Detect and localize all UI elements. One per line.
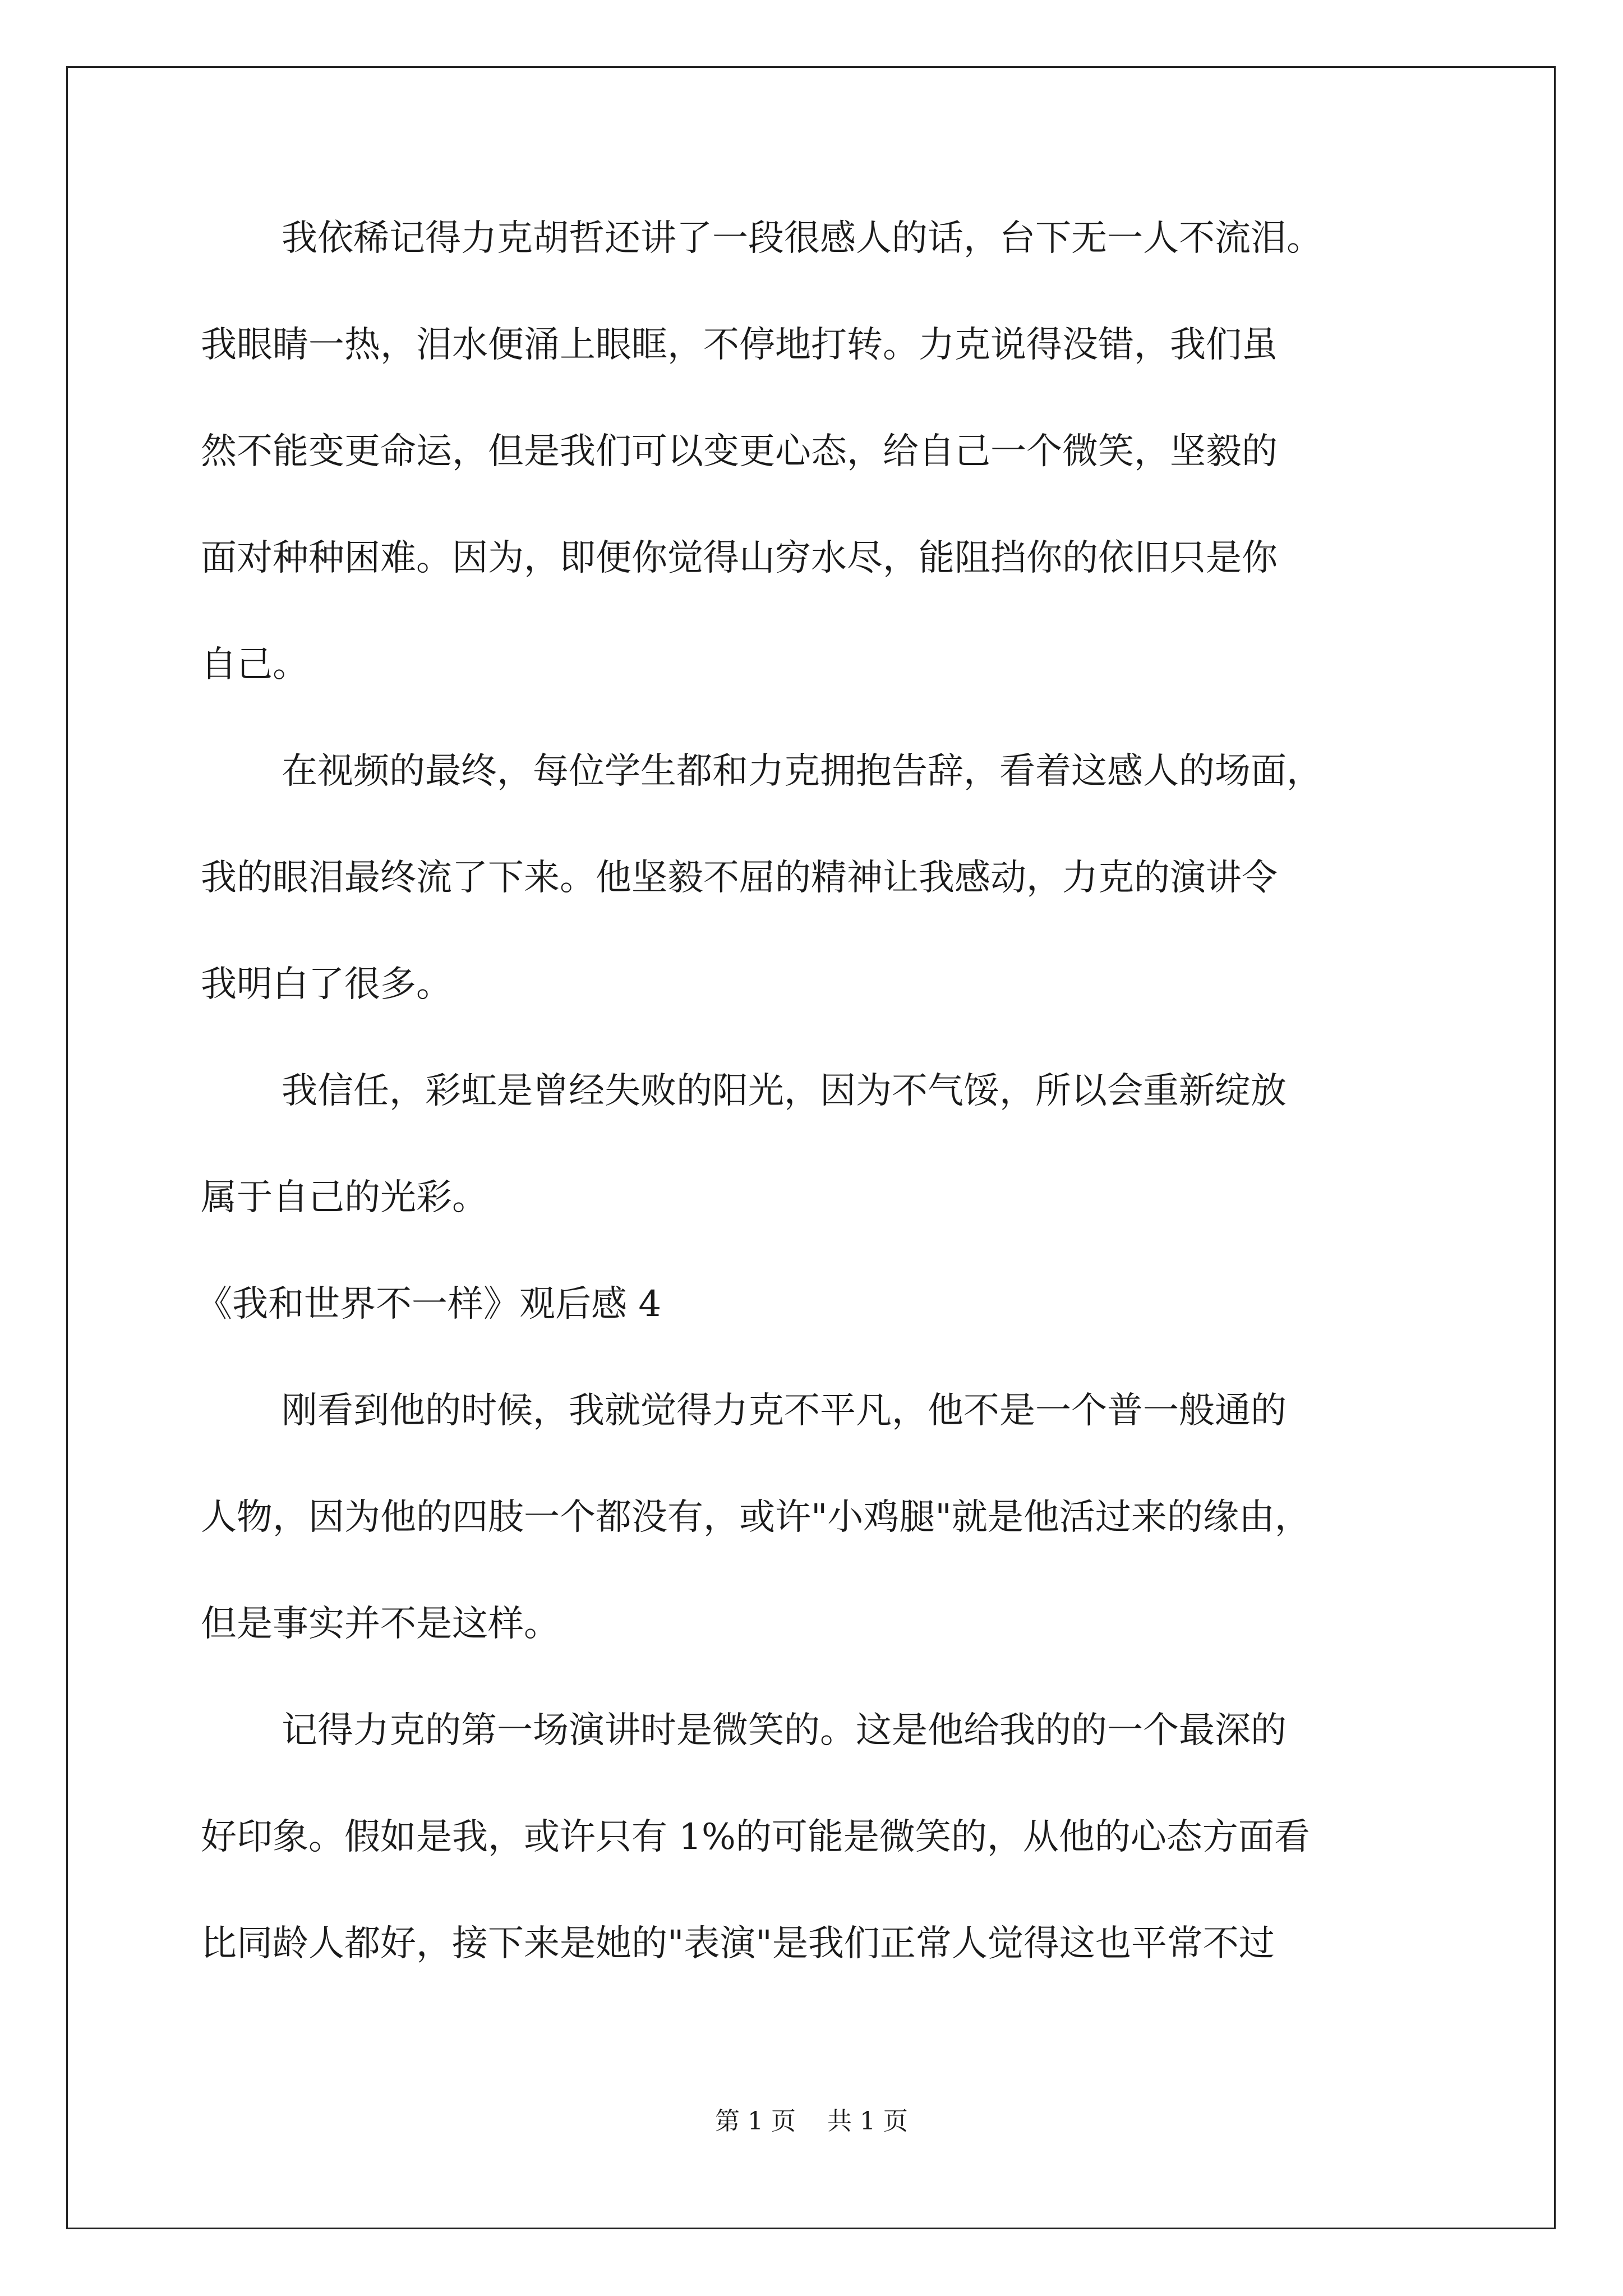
text-line: 我依稀记得力克胡哲还讲了一段很感人的话，台下无一人不流泪。: [282, 218, 1322, 259]
text-line: 然不能变更命运，但是我们可以变更心态，给自己一个微笑，坚毅的: [201, 431, 1278, 472]
paragraph-1: [201, 185, 1435, 718]
paragraph-2: [201, 718, 1435, 1038]
text-line: 我信任，彩虹是曾经失败的阳光，因为不气馁，所以会重新绽放: [282, 1070, 1287, 1112]
document-body: [196, 185, 1435, 1997]
page-footer: 第 1 页 共 1 页: [715, 2107, 908, 2136]
text-line: 面对种种困难。因为，即便你觉得山穷水尽，能阻挡你的依旧只是你: [201, 537, 1278, 579]
section-heading: 《我和世界不一样》观后感 4: [196, 1283, 662, 1325]
text-line: 记得力克的第一场演讲时是微笑的。这是他给我的的一个最深的: [282, 1710, 1287, 1751]
text-line: 但是事实并不是这样。: [201, 1603, 560, 1645]
text-line: 刚看到他的时候，我就觉得力克不平凡，他不是一个普一般通的: [282, 1390, 1287, 1432]
text-line: 属于自己的光彩。: [201, 1177, 488, 1218]
text-line: 好印象。假如是我，或许只有 1%的可能是微笑的，从他的心态方面看: [201, 1816, 1310, 1858]
text-line: 自己。: [201, 644, 308, 685]
paragraph-5: [201, 1677, 1435, 1997]
text-line: 人物，因为他的四肢一个都没有，或许"小鸡腿"就是他活过来的缘由，: [201, 1497, 1311, 1538]
text-line: 我明白了很多。: [201, 964, 452, 1005]
text-line: 我眼睛一热，泪水便涌上眼眶，不停地打转。力克说得没错，我们虽: [201, 324, 1278, 366]
text-line: 比同龄人都好，接下来是她的"表演"是我们正常人觉得这也平常不过: [201, 1923, 1275, 1964]
paragraph-3: [201, 1038, 1435, 1251]
paragraph-4: [201, 1358, 1435, 1677]
text-line: 我的眼泪最终流了下来。他坚毅不屈的精神让我感动，力克的演讲令: [201, 857, 1278, 899]
text-line: 在视频的最终，每位学生都和力克拥抱告辞，看着这感人的场面，: [282, 751, 1322, 792]
